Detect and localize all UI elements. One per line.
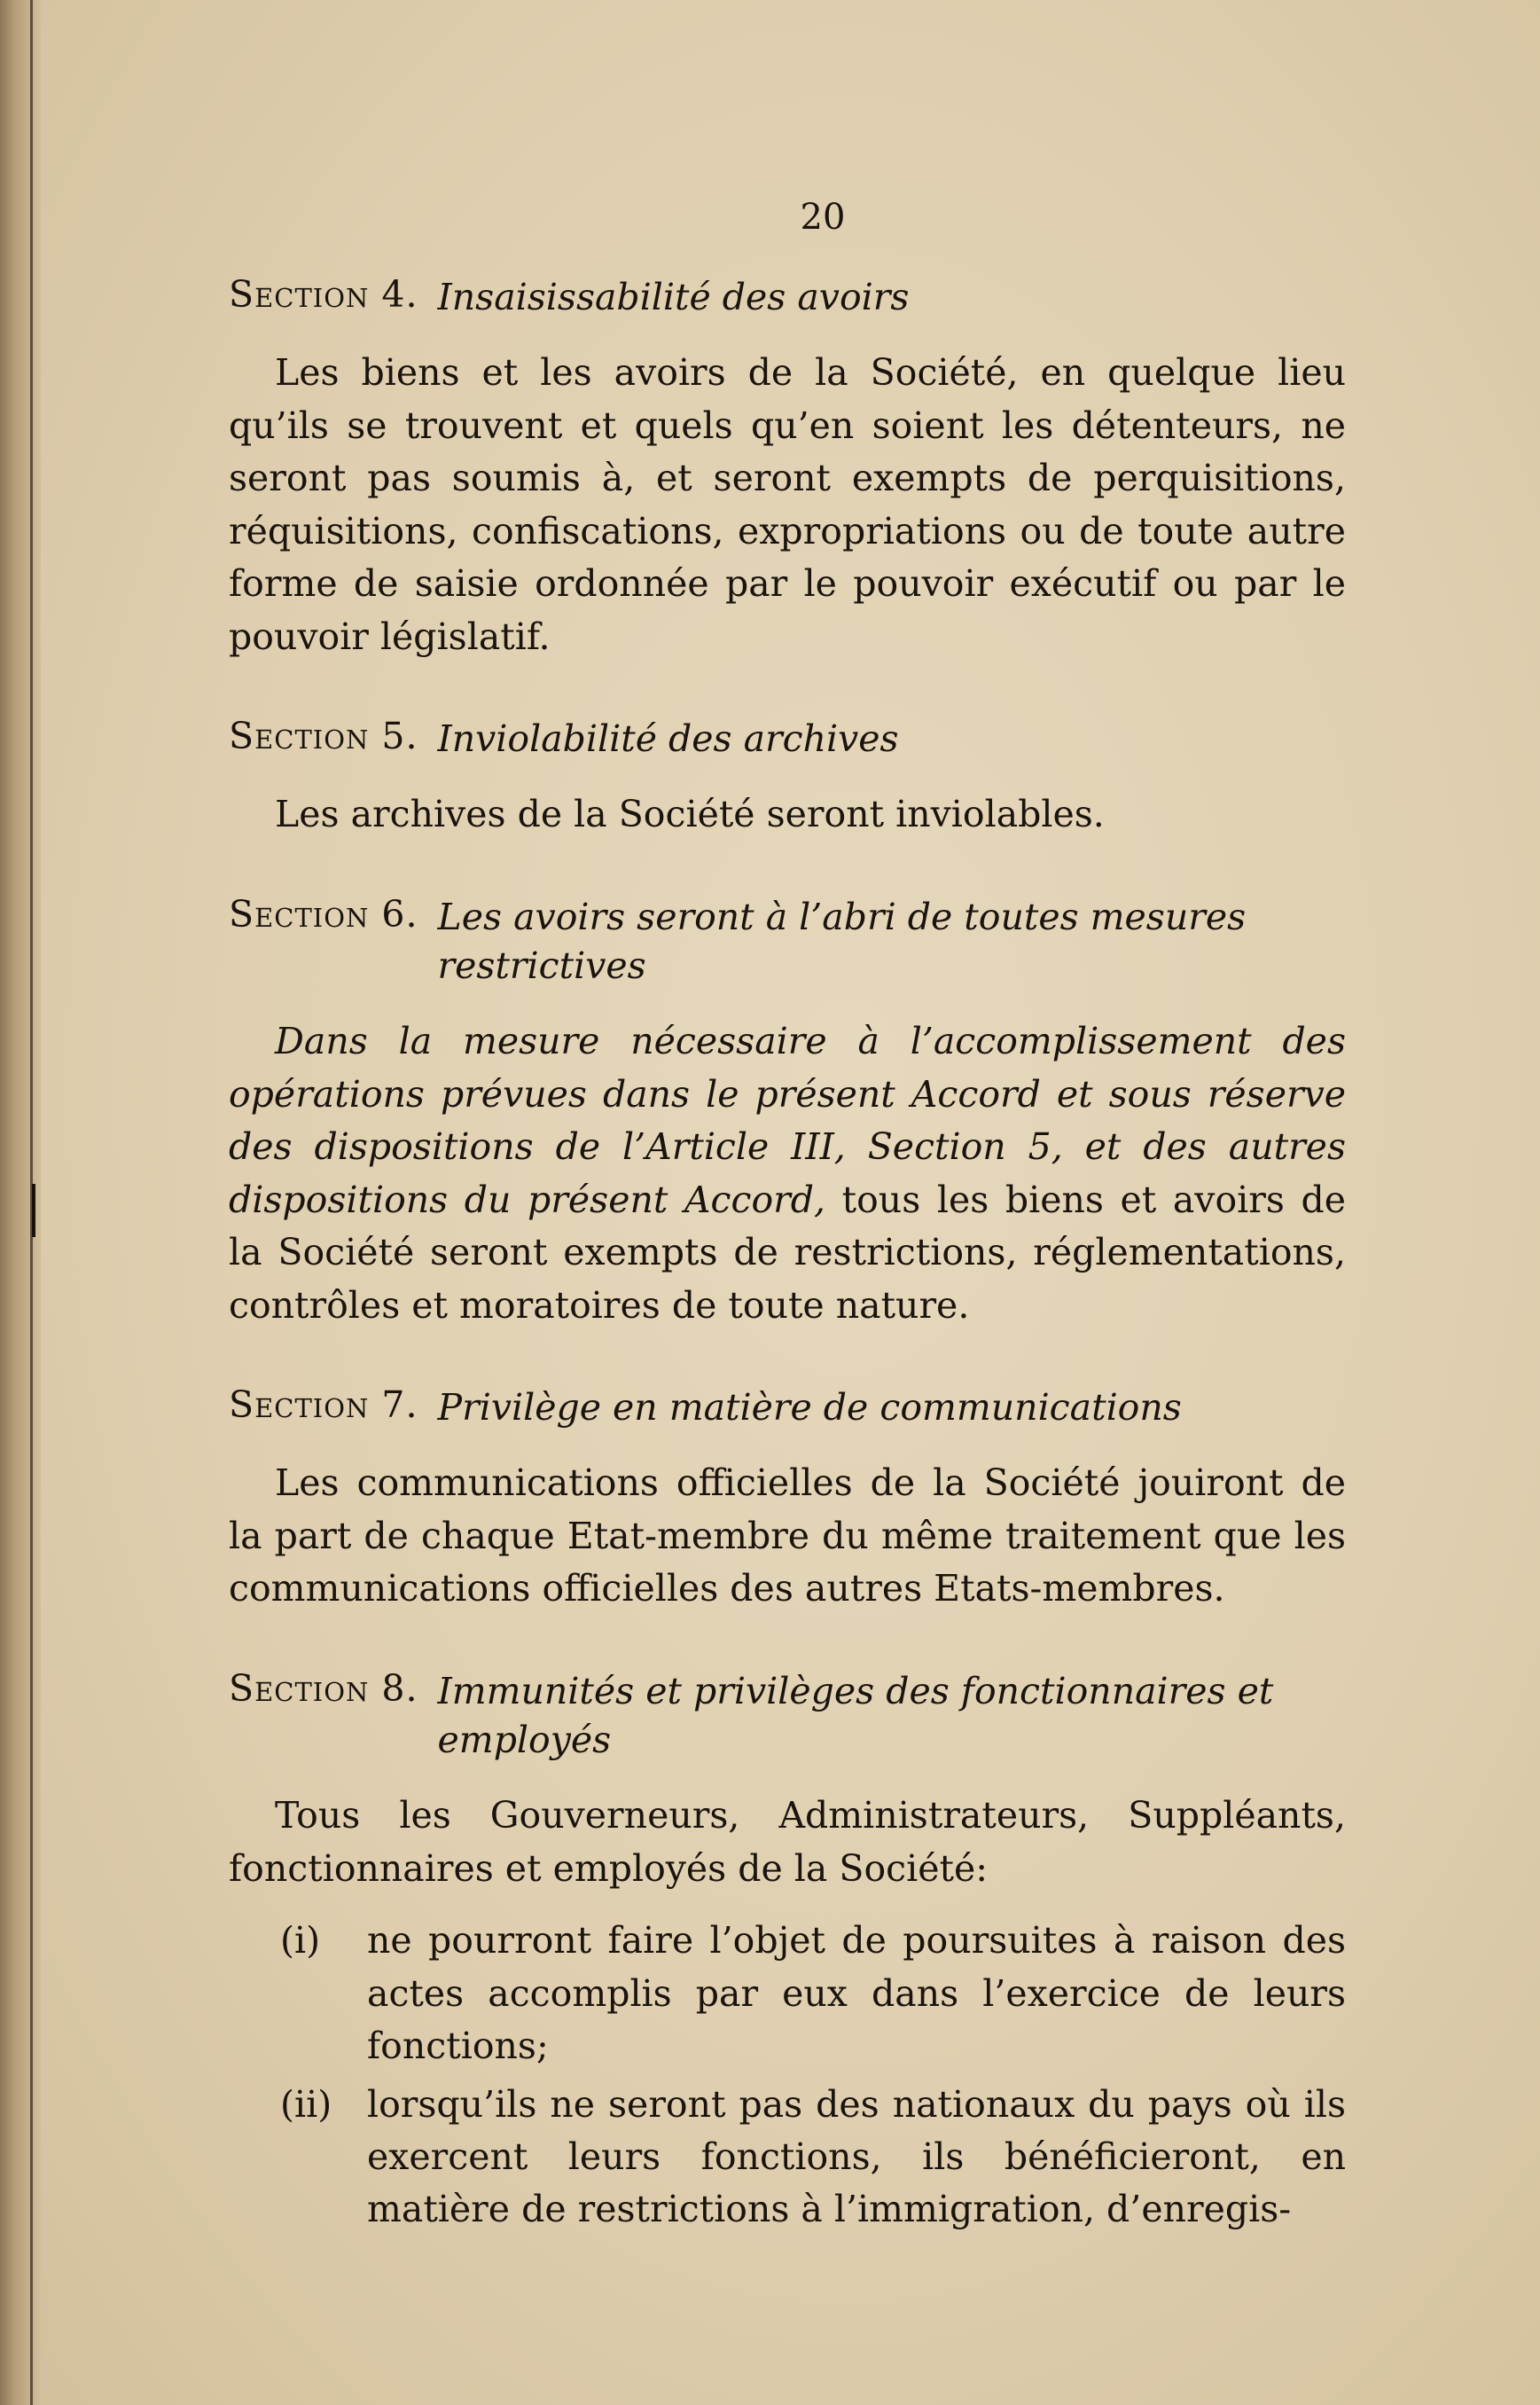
- section-heading: [229, 715, 1346, 764]
- section-6: [229, 893, 1346, 1332]
- list-marker: (ii): [280, 2082, 332, 2126]
- section-4: [229, 273, 1346, 663]
- section-label: Section 6.: [229, 892, 418, 936]
- section-7: [229, 1383, 1346, 1616]
- list-marker: (i): [280, 1919, 321, 1962]
- binding-mark: [32, 1184, 35, 1237]
- section-paragraph: [229, 1015, 1346, 1332]
- list-item-text: ne pourront faire l’objet de poursuites à raison des actes accomplis par eux dans l’exercice de leurs fonctions;: [367, 1919, 1346, 2068]
- section-title: Privilège en matière de communications: [437, 1386, 1182, 1430]
- section-title: Inviolabilité des archives: [437, 717, 899, 760]
- section-paragraph: Les biens et les avoirs de la Société, en quelque lieu qu’ils se trouvent et quels qu’en soient les détenteurs, ne seront pas soumis à, et seront exempts de perquisitions, réquisitions, confiscations, expropriations ou de toute autre forme de saisie ordonnée par le pouvoir exécutif ou par le pouvoir législatif.: [229, 351, 1346, 658]
- section-title: Insaisissabilité des avoirs: [437, 276, 910, 318]
- page-content: [229, 197, 1346, 2288]
- paragraph-regular-part: tous les biens et avoirs de la Société seront exempts de restrictions, réglementations, contrôles et moratoires de toute nature.: [229, 1178, 1346, 1327]
- list-item: [229, 1915, 1346, 2072]
- section-paragraph: Tous les Gouverneurs, Administrateurs, Suppléants, fonctionnaires et employés de la Société:: [229, 1794, 1346, 1890]
- section-paragraph: Les communications officielles de la Société jouiront de la part de chaque Etat-membre du même traitement que les communications officielles des autres Etats-membres.: [229, 1461, 1346, 1610]
- section-heading: [229, 1383, 1346, 1432]
- section-5: [229, 715, 1346, 842]
- privileges-list: [229, 1915, 1346, 2237]
- paragraph-italic-part: Dans la mesure nécessaire à l’accomplissement des opérations prévues dans le présent Accord et sous réserve des dispositions de l’Article III, Section 5, et des autres dispositions du présent Accord,: [229, 1020, 1346, 1221]
- section-heading: [229, 1667, 1346, 1766]
- page-number: 20: [800, 197, 846, 238]
- section-label: Section 8.: [229, 1666, 418, 1710]
- section-heading: [229, 273, 1346, 322]
- list-item: [229, 2079, 1346, 2237]
- section-label: Section 5.: [229, 714, 418, 757]
- list-item-text: lorsqu’ils ne seront pas des nationaux du pays où ils exercent leurs fonctions, ils bénéficieront, en matière de restrictions à l’immigration, d’enregis-: [367, 2082, 1346, 2231]
- section-title: Les avoirs seront à l’abri de toutes mesures restrictives: [437, 895, 1247, 988]
- section-paragraph: Les archives de la Société seront inviolables.: [275, 793, 1105, 836]
- section-label: Section 4.: [229, 273, 418, 316]
- section-title: Immunités et privilèges des fonctionnaires et employés: [437, 1669, 1274, 1762]
- section-8: [229, 1667, 1346, 2237]
- section-heading: [229, 893, 1346, 991]
- section-label: Section 7.: [229, 1383, 418, 1427]
